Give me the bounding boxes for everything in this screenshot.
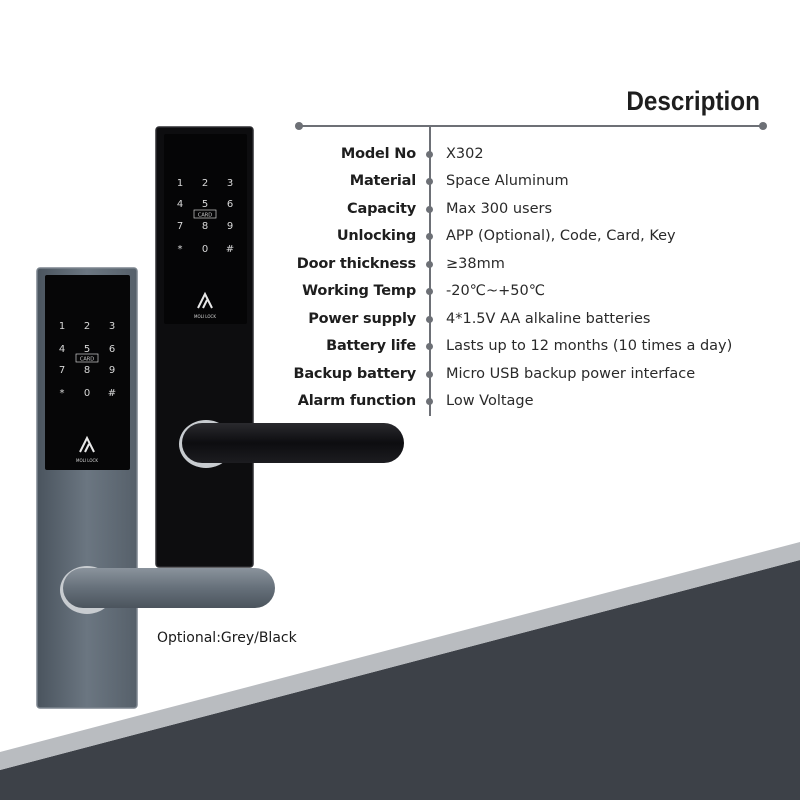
grey-card-label: CARD	[79, 356, 95, 363]
black-key: 7	[176, 221, 184, 232]
grey-key: 9	[108, 365, 116, 376]
spec-bullet	[426, 178, 433, 185]
spec-bullet	[426, 343, 433, 350]
black-key: 5	[201, 199, 209, 210]
divider-left-dot	[295, 122, 303, 130]
black-key: 3	[226, 178, 234, 189]
spec-label: Backup battery	[293, 366, 416, 382]
grey-key: 0	[83, 388, 91, 399]
black-key: 1	[176, 178, 184, 189]
spec-label: Battery life	[326, 338, 416, 354]
spec-row	[280, 338, 800, 362]
grey-key: #	[107, 388, 117, 399]
spec-label: Power supply	[308, 311, 416, 327]
grey-brand-text: MOLI LOCK	[76, 458, 98, 463]
grey-key: 4	[58, 344, 66, 355]
spec-row	[280, 201, 800, 225]
spec-label: Capacity	[347, 201, 416, 217]
black-key: 0	[201, 244, 209, 255]
spec-value: APP (Optional), Code, Card, Key	[446, 228, 676, 244]
spec-row	[280, 256, 800, 280]
spec-value: Low Voltage	[446, 393, 534, 409]
black-key: 8	[201, 221, 209, 232]
black-key: 4	[176, 199, 184, 210]
grey-handle	[63, 568, 275, 608]
spec-bullet	[426, 261, 433, 268]
black-key: #	[225, 244, 235, 255]
spec-value: Lasts up to 12 months (10 times a day)	[446, 338, 733, 354]
spec-row	[280, 366, 800, 390]
spec-row	[280, 146, 800, 170]
spec-row	[280, 393, 800, 417]
grey-key: *	[59, 388, 65, 399]
spec-value: -20℃~+50℃	[446, 283, 546, 299]
black-key: 6	[226, 199, 234, 210]
spec-bullet	[426, 288, 433, 295]
spec-row	[280, 311, 800, 335]
spec-bullet	[426, 371, 433, 378]
grey-key: 1	[58, 321, 66, 332]
spec-label: Door thickness	[296, 256, 416, 272]
description-title: Description	[626, 86, 760, 116]
grey-key: 3	[108, 321, 116, 332]
spec-value: Micro USB backup power interface	[446, 366, 696, 382]
grey-key: 6	[108, 344, 116, 355]
spec-bullet	[426, 233, 433, 240]
spec-row	[280, 173, 800, 197]
spec-label: Material	[349, 173, 416, 189]
header-divider	[299, 125, 763, 127]
spec-bullet	[426, 151, 433, 158]
grey-key: 7	[58, 365, 66, 376]
spec-row	[280, 228, 800, 252]
spec-label: Model No	[340, 146, 416, 162]
grey-key: 8	[83, 365, 91, 376]
spec-value: X302	[446, 146, 484, 162]
spec-label: Alarm function	[297, 393, 416, 409]
grey-key: 5	[83, 344, 91, 355]
black-key: *	[177, 244, 183, 255]
black-handle	[182, 423, 404, 463]
grey-key: 2	[83, 321, 91, 332]
spec-bullet	[426, 206, 433, 213]
black-key: 2	[201, 178, 209, 189]
spec-label: Unlocking	[336, 228, 416, 244]
black-key: 9	[226, 221, 234, 232]
spec-value: ≥38mm	[446, 256, 505, 272]
black-card-label: CARD	[197, 212, 213, 219]
spec-value: Max 300 users	[446, 201, 553, 217]
spec-value: 4*1.5V AA alkaline batteries	[446, 311, 651, 327]
spec-row	[280, 283, 800, 307]
color-options-caption: Optional:Grey/Black	[157, 630, 297, 646]
spec-bullet	[426, 398, 433, 405]
spec-bullet	[426, 316, 433, 323]
divider-right-dot	[759, 122, 767, 130]
spec-label: Working Temp	[302, 283, 416, 299]
spec-value: Space Aluminum	[446, 173, 569, 189]
black-brand-text: MOLI LOCK	[194, 314, 216, 319]
